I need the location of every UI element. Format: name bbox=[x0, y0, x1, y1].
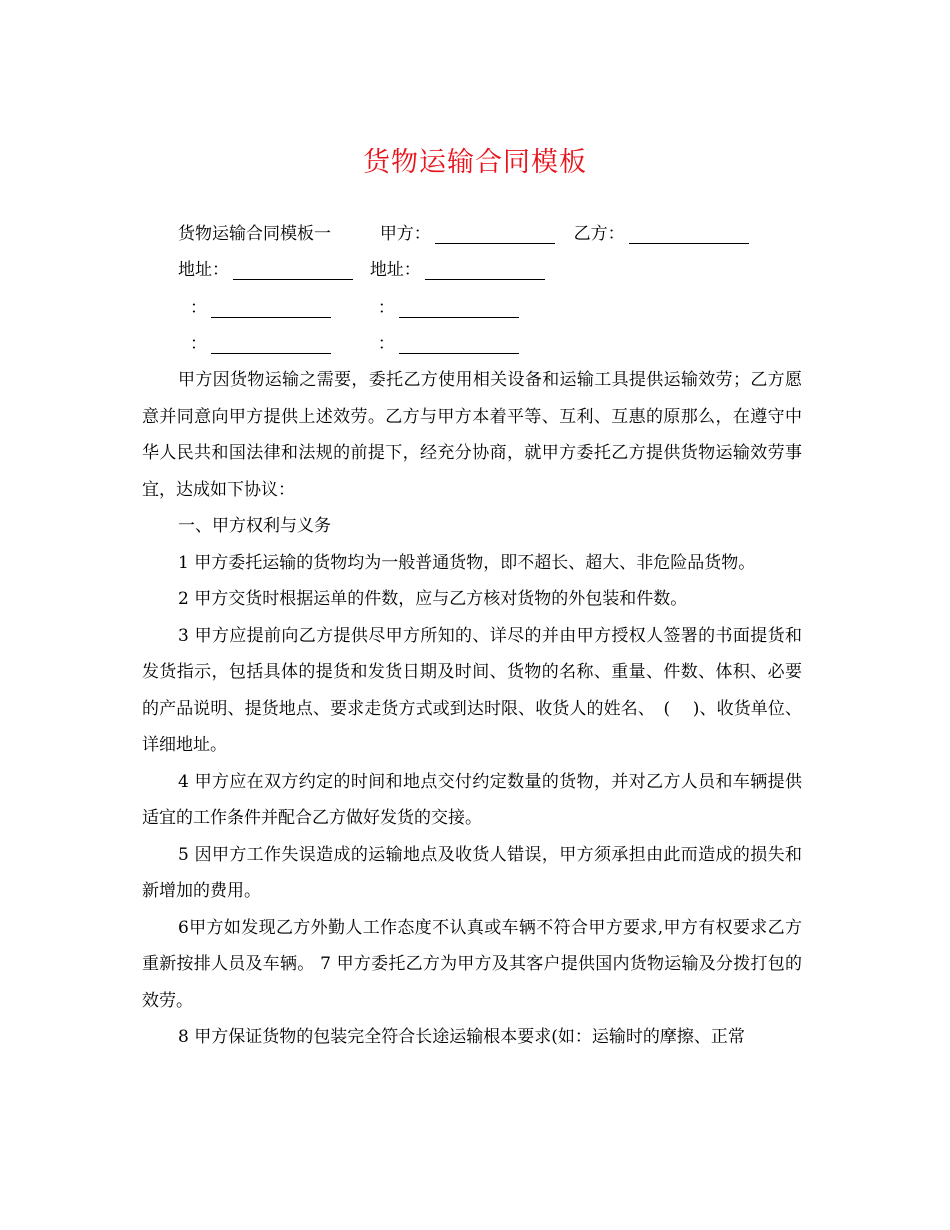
clause-6-7: 6甲方如发现乙方外勤人工作态度不认真或车辆不符合甲方要求,甲方有权要求乙方重新按排人员及车辆。 7 甲方委托乙方为甲方及其客户提供国内货物运输及分拨打包的效劳。 bbox=[142, 917, 802, 1011]
contract-body bbox=[142, 362, 802, 1056]
header-row-2 bbox=[178, 260, 545, 280]
intro-paragraph: 甲方因货物运输之需要，委托乙方使用相关设备和运输工具提供运输效劳；乙方愿意并同意向甲方提供上述效劳。乙方与甲方本着平等、互利、互惠的原那么，在遵守中华人民共和国法律和法规的前提下，经充分协商，就甲方委托乙方提供货物运输效劳事宜，达成如下协议： bbox=[142, 370, 802, 500]
colon-label: ： bbox=[377, 334, 395, 354]
colon-label: ： bbox=[190, 298, 207, 318]
address-b-blank[interactable] bbox=[425, 263, 545, 280]
field-blank[interactable] bbox=[399, 337, 519, 354]
header-row-3 bbox=[190, 298, 519, 318]
clause-2: 2 甲方交货时根据运单的件数，应与乙方核对货物的外包装和件数。 bbox=[178, 589, 688, 609]
party-a-label: 甲方： bbox=[379, 224, 431, 244]
field-blank[interactable] bbox=[211, 301, 331, 318]
doc-label: 货物运输合同模板一 bbox=[178, 224, 331, 244]
party-a-blank[interactable] bbox=[435, 227, 555, 244]
field-blank[interactable] bbox=[399, 301, 519, 318]
party-b-blank[interactable] bbox=[629, 227, 749, 244]
clause-8: 8 甲方保证货物的包装完全符合长途运输根本要求(如：运输时的摩擦、正常 bbox=[178, 1027, 745, 1047]
header-row-4 bbox=[190, 334, 519, 354]
clause-5: 5 因甲方工作失误造成的运输地点及收货人错误，甲方须承担由此而造成的损失和新增加的费用。 bbox=[142, 844, 802, 901]
party-b-label: 乙方： bbox=[573, 224, 625, 244]
clause-4: 4 甲方应在双方约定的时间和地点交付约定数量的货物，并对乙方人员和车辆提供适宜的工作条件并配合乙方做好发货的交接。 bbox=[142, 771, 802, 828]
address-b-label: 地址： bbox=[369, 260, 421, 280]
clause-1: 1 甲方委托运输的货物均为一般普通货物，即不超长、超大、非危险品货物。 bbox=[178, 552, 756, 573]
clause-3: 3 甲方应提前向乙方提供尽甲方所知的、详尽的并由甲方授权人签署的书面提货和发货指示，包括具体的提货和发货日期及时间、货物的名称、重量、件数、体积、必要的产品说明、提货地点、要求走货方式或到达时限、收货人的姓名、 ( )、收货单位、详细地址。 bbox=[142, 625, 802, 755]
field-blank[interactable] bbox=[211, 337, 331, 354]
colon-label: ： bbox=[190, 334, 207, 354]
header-row-1 bbox=[178, 224, 749, 244]
document-title: 货物运输合同模板 bbox=[363, 147, 587, 178]
address-a-label: 地址： bbox=[178, 260, 229, 280]
colon-label: ： bbox=[377, 298, 395, 318]
address-a-blank[interactable] bbox=[233, 263, 353, 280]
section-heading: 一、甲方权利与义务 bbox=[178, 516, 331, 536]
